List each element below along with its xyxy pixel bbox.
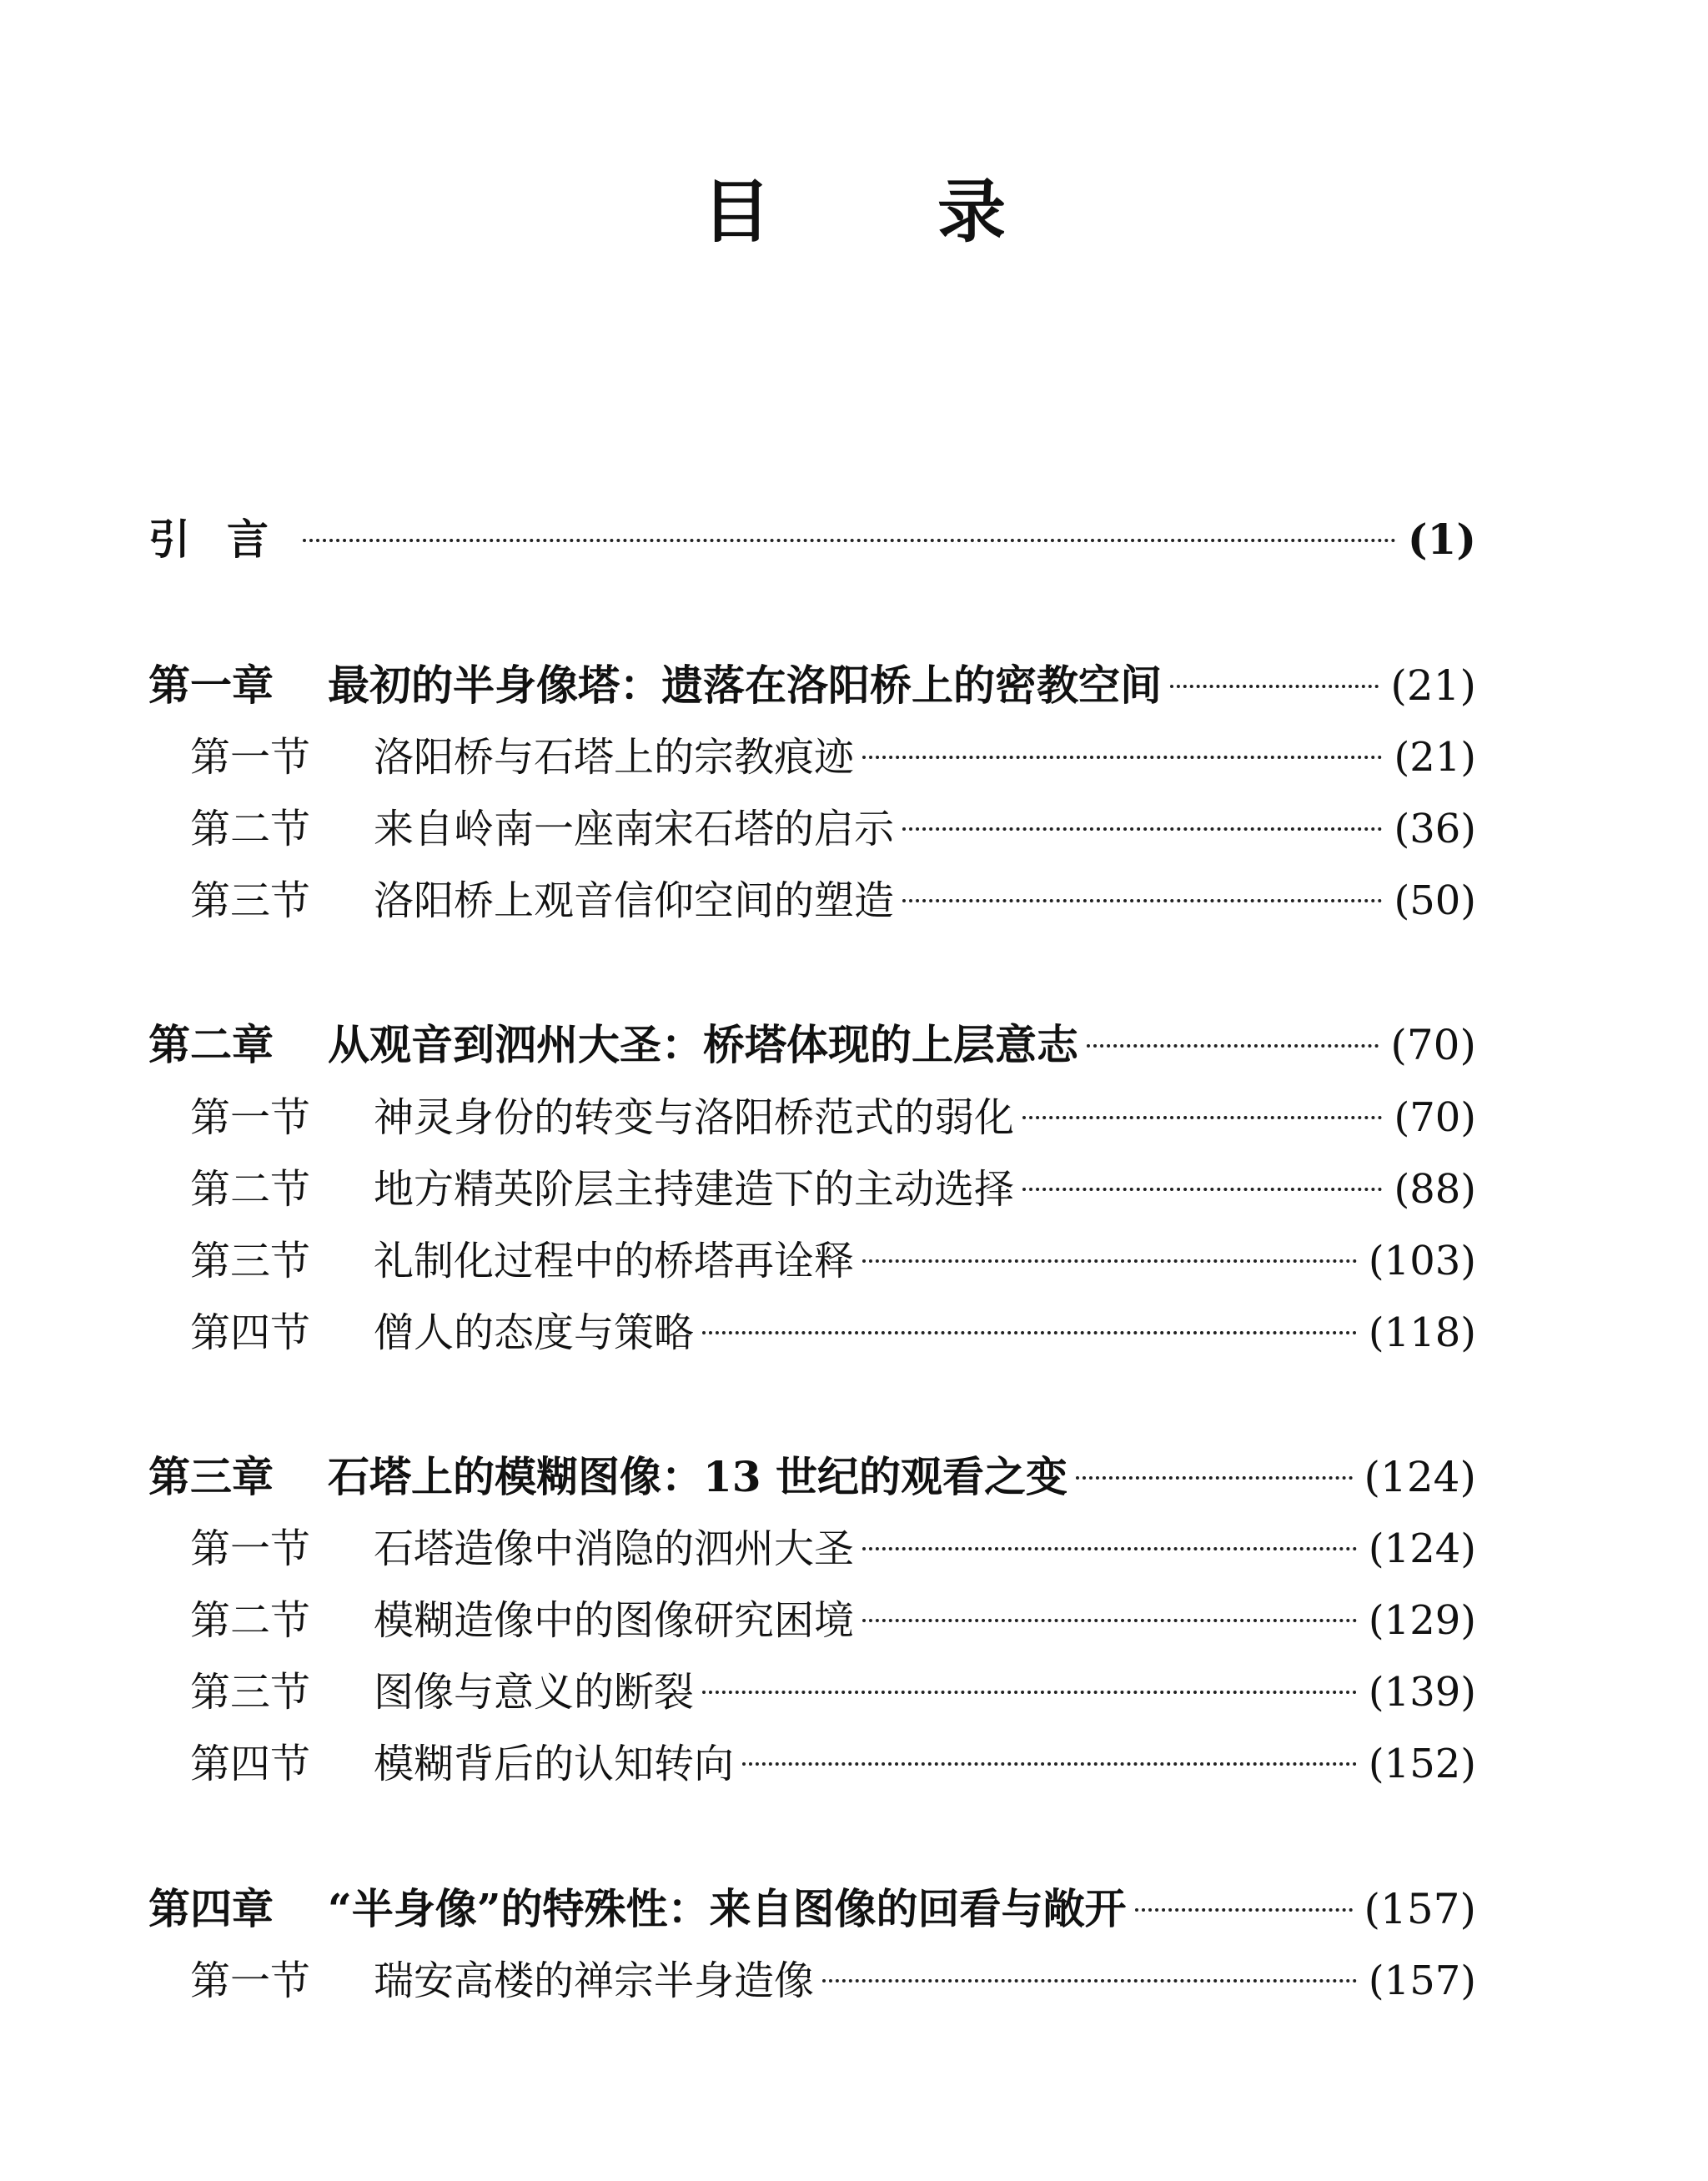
entry-title: 石塔上的模糊图像：13 世纪的观看之变 (328, 1452, 1068, 1501)
page-number: (88) (1394, 1166, 1476, 1213)
page-number: (157) (1364, 1885, 1476, 1933)
dot-leader (862, 1619, 1357, 1622)
toc-entry-intro[interactable] (148, 510, 1476, 569)
page-number: (139) (1368, 1669, 1476, 1716)
entry-title: 神灵身份的转变与洛阳桥范式的弱化 (374, 1094, 1015, 1141)
toc-entry-ch2-sec1[interactable] (190, 1088, 1476, 1147)
entry-title: 僧人的态度与策略 (374, 1309, 695, 1356)
dot-leader (1135, 1908, 1353, 1912)
toc-entry-chapter-1[interactable] (148, 656, 1476, 715)
toc-entry-chapter-3[interactable] (148, 1448, 1476, 1506)
dot-leader (902, 827, 1382, 831)
entry-title: “半身像”的特殊性：来自图像的回看与敞开 (328, 1884, 1127, 1933)
page-number: (152) (1368, 1741, 1476, 1787)
toc-entry-ch1-sec1[interactable] (190, 728, 1476, 786)
entry-title: 图像与意义的断裂 (374, 1669, 695, 1716)
entry-title: 瑞安高楼的禅宗半身造像 (374, 1957, 815, 2004)
entry-title: 最初的半身像塔：遗落在洛阳桥上的密教空间 (328, 661, 1162, 710)
entry-title: 地方精英阶层主持建造下的主动选择 (374, 1166, 1015, 1213)
dot-leader (1170, 685, 1379, 688)
page-number: (21) (1394, 734, 1476, 781)
entry-label: 第一节 (190, 734, 311, 781)
entry-label: 第一章 (148, 661, 274, 710)
toc-entry-chapter-2[interactable] (148, 1016, 1476, 1074)
dot-leader (702, 1691, 1357, 1694)
dot-leader (862, 1547, 1357, 1550)
page-number: (118) (1368, 1309, 1476, 1356)
entry-title: 模糊造像中的图像研究困境 (374, 1597, 855, 1644)
dot-leader (822, 1979, 1357, 1982)
entry-label: 第二节 (190, 806, 311, 852)
page-number: (157) (1368, 1957, 1476, 2004)
entry-label: 第一节 (190, 1525, 311, 1572)
page-title-char-1: 目 (701, 173, 771, 252)
dot-leader (902, 899, 1382, 902)
toc-entry-chapter-4[interactable] (148, 1880, 1476, 1938)
entry-label: 第四节 (190, 1309, 311, 1356)
entry-label: 第二章 (148, 1020, 274, 1069)
dot-leader (862, 1259, 1357, 1263)
entry-title: 石塔造像中消隐的泗州大圣 (374, 1525, 855, 1572)
dot-leader (1022, 1116, 1382, 1119)
dot-leader (1022, 1188, 1382, 1191)
dot-leader (742, 1762, 1357, 1766)
dot-leader (702, 1331, 1357, 1334)
page-number: (21) (1390, 661, 1476, 710)
toc-entry-ch2-sec4[interactable] (190, 1304, 1476, 1362)
page-title-char-2: 录 (937, 173, 1007, 252)
entry-title: 从观音到泗州大圣：桥塔体现的上层意志 (328, 1020, 1078, 1069)
entry-label: 第三章 (148, 1452, 274, 1501)
dot-leader (862, 756, 1382, 759)
entry-title: 模糊背后的认知转向 (374, 1741, 735, 1787)
entry-title: 礼制化过程中的桥塔再诠释 (374, 1238, 855, 1284)
dot-leader (303, 539, 1396, 542)
entry-label: 第二节 (190, 1166, 311, 1213)
entry-label: 第三节 (190, 1238, 311, 1284)
page-title (0, 171, 1708, 254)
toc-entry-ch3-sec1[interactable] (190, 1520, 1476, 1578)
page-number: (1) (1407, 515, 1476, 564)
toc-entry-ch1-sec2[interactable] (190, 800, 1476, 858)
page-number: (124) (1368, 1525, 1476, 1572)
dot-leader (1076, 1476, 1353, 1480)
page-number: (36) (1394, 806, 1476, 852)
toc-entry-ch2-sec3[interactable] (190, 1232, 1476, 1290)
page-number: (103) (1368, 1238, 1476, 1284)
entry-label: 第三节 (190, 1669, 311, 1716)
entry-label: 第三节 (190, 877, 311, 924)
entry-label: 第四节 (190, 1741, 311, 1787)
entry-label: 引言 (148, 515, 305, 564)
toc-entry-ch3-sec4[interactable] (190, 1735, 1476, 1793)
page-number: (70) (1394, 1094, 1476, 1141)
page-number: (124) (1364, 1453, 1476, 1501)
entry-label: 第二节 (190, 1597, 311, 1644)
entry-title: 来自岭南一座南宋石塔的启示 (374, 806, 895, 852)
page-number: (50) (1394, 877, 1476, 924)
entry-title: 洛阳桥与石塔上的宗教痕迹 (374, 734, 855, 781)
page-number: (129) (1368, 1597, 1476, 1644)
page-number: (70) (1390, 1021, 1476, 1069)
entry-label: 第一节 (190, 1094, 311, 1141)
toc-entry-ch3-sec3[interactable] (190, 1663, 1476, 1721)
dot-leader (1087, 1044, 1379, 1048)
toc-entry-ch2-sec2[interactable] (190, 1160, 1476, 1219)
entry-label: 第一节 (190, 1957, 311, 2004)
entry-title: 洛阳桥上观音信仰空间的塑造 (374, 877, 895, 924)
toc-entry-ch1-sec3[interactable] (190, 872, 1476, 930)
toc-entry-ch4-sec1[interactable] (190, 1952, 1476, 2010)
toc-entry-ch3-sec2[interactable] (190, 1591, 1476, 1650)
entry-label: 第四章 (148, 1884, 274, 1933)
